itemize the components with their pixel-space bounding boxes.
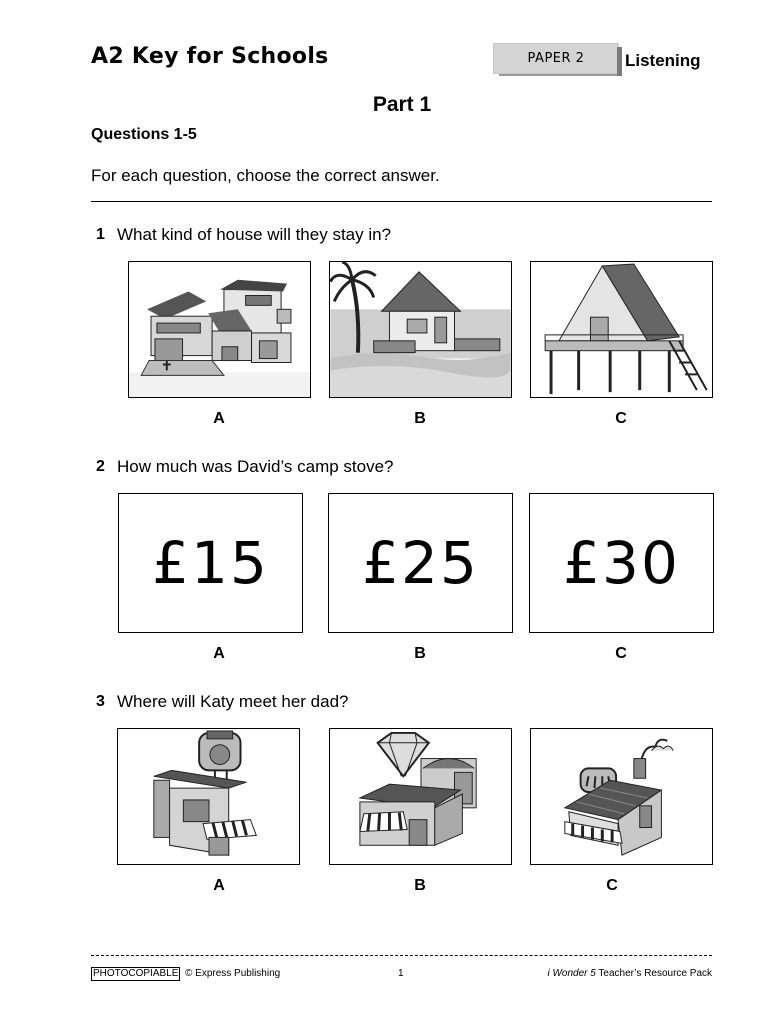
option-label: A	[213, 645, 225, 662]
question-number: 1	[96, 226, 105, 243]
page-number: 1	[398, 968, 404, 979]
pack-title: i Wonder 5	[547, 968, 596, 979]
jewellery-shop-image[interactable]	[329, 728, 512, 865]
questions-range: Questions 1-5	[91, 126, 197, 143]
modern-house-image[interactable]	[128, 261, 311, 398]
resource-pack-label	[500, 968, 712, 979]
option-label: B	[414, 877, 426, 894]
option-label: A	[213, 410, 225, 427]
pack-subtitle: Teacher’s Resource Pack	[595, 968, 712, 979]
copyright-text: © Express Publishing	[185, 968, 281, 979]
stilt-cabin-image[interactable]	[530, 261, 713, 398]
option-label: B	[414, 410, 426, 427]
divider	[91, 201, 712, 202]
document-title: A2 Key for Schools	[91, 44, 329, 69]
instruction-text: For each question, choose the correct answer.	[91, 166, 440, 185]
footer-divider	[91, 955, 712, 956]
option-label: C	[606, 877, 618, 894]
option-label: C	[615, 645, 627, 662]
option-label: A	[213, 877, 225, 894]
sweet-shop-image[interactable]	[117, 728, 300, 865]
question-text: What kind of house will they stay in?	[117, 225, 392, 244]
price-option-a[interactable]: £15	[118, 493, 303, 633]
paper-label-bar	[617, 47, 622, 76]
question-text: Where will Katy meet her dad?	[117, 692, 349, 711]
price-option-c[interactable]: £30	[529, 493, 714, 633]
paper-label: PAPER 2	[493, 43, 619, 74]
beach-house-image[interactable]	[329, 261, 512, 398]
option-label: C	[615, 410, 627, 427]
question-number: 2	[96, 458, 105, 475]
bakery-image[interactable]	[530, 728, 713, 865]
part-title: Part 1	[372, 93, 432, 116]
question-number: 3	[96, 693, 105, 710]
price-option-b[interactable]: £25	[328, 493, 513, 633]
section-label: Listening	[625, 51, 701, 70]
option-label: B	[414, 645, 426, 662]
question-text: How much was David’s camp stove?	[117, 457, 394, 476]
photocopiable-label: PHOTOCOPIABLE	[93, 968, 179, 979]
